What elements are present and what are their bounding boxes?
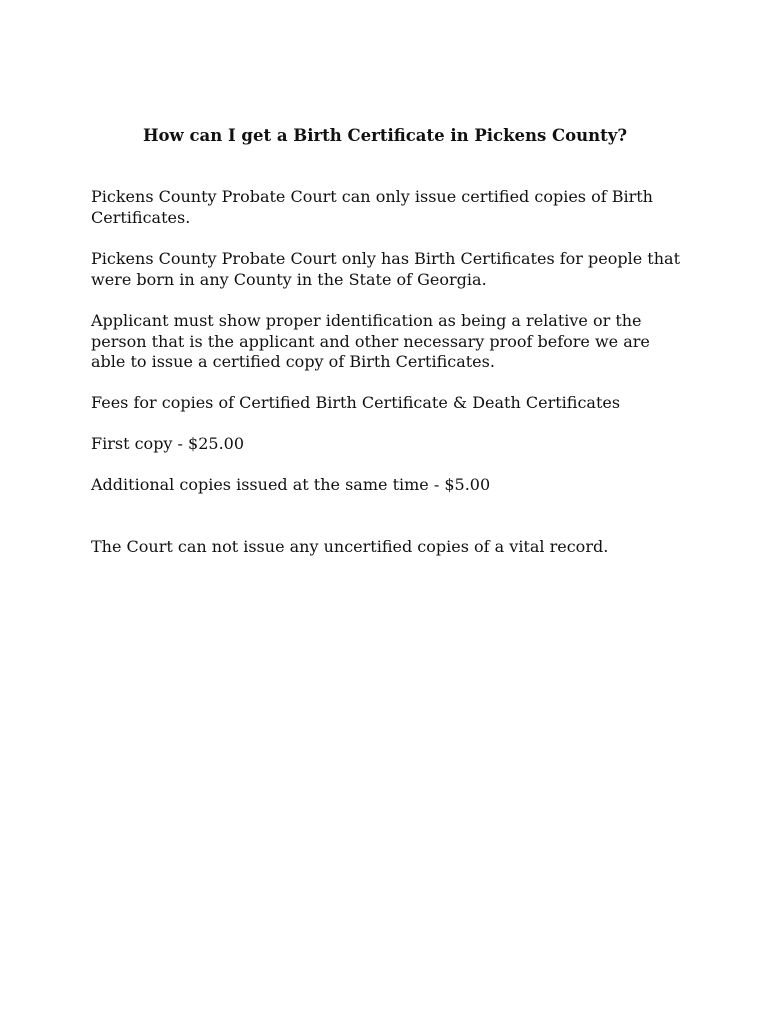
paragraph-identification-requirement: Applicant must show proper identification as being a relative or the person that is the applicant and other necessary proof before we are able to issue a certified copy of Birth Certificates. — [91, 311, 650, 371]
paragraph-no-uncertified-copies: The Court can not issue any uncertified copies of a vital record. — [91, 537, 609, 556]
paragraph-certified-copies-only: Pickens County Probate Court can only issue certified copies of Birth Certificates. — [91, 187, 653, 227]
fee-additional-copies: Additional copies issued at the same time - $5.00 — [91, 475, 491, 494]
paragraph-fees-heading: Fees for copies of Certified Birth Certificate & Death Certificates — [91, 393, 621, 412]
paragraph-georgia-births: Pickens County Probate Court only has Birth Certificates for people that were born in any County in the State of Georgia. — [91, 249, 680, 289]
page-title: How can I get a Birth Certificate in Pickens County? — [142, 126, 628, 145]
fee-first-copy: First copy - $25.00 — [91, 434, 245, 453]
